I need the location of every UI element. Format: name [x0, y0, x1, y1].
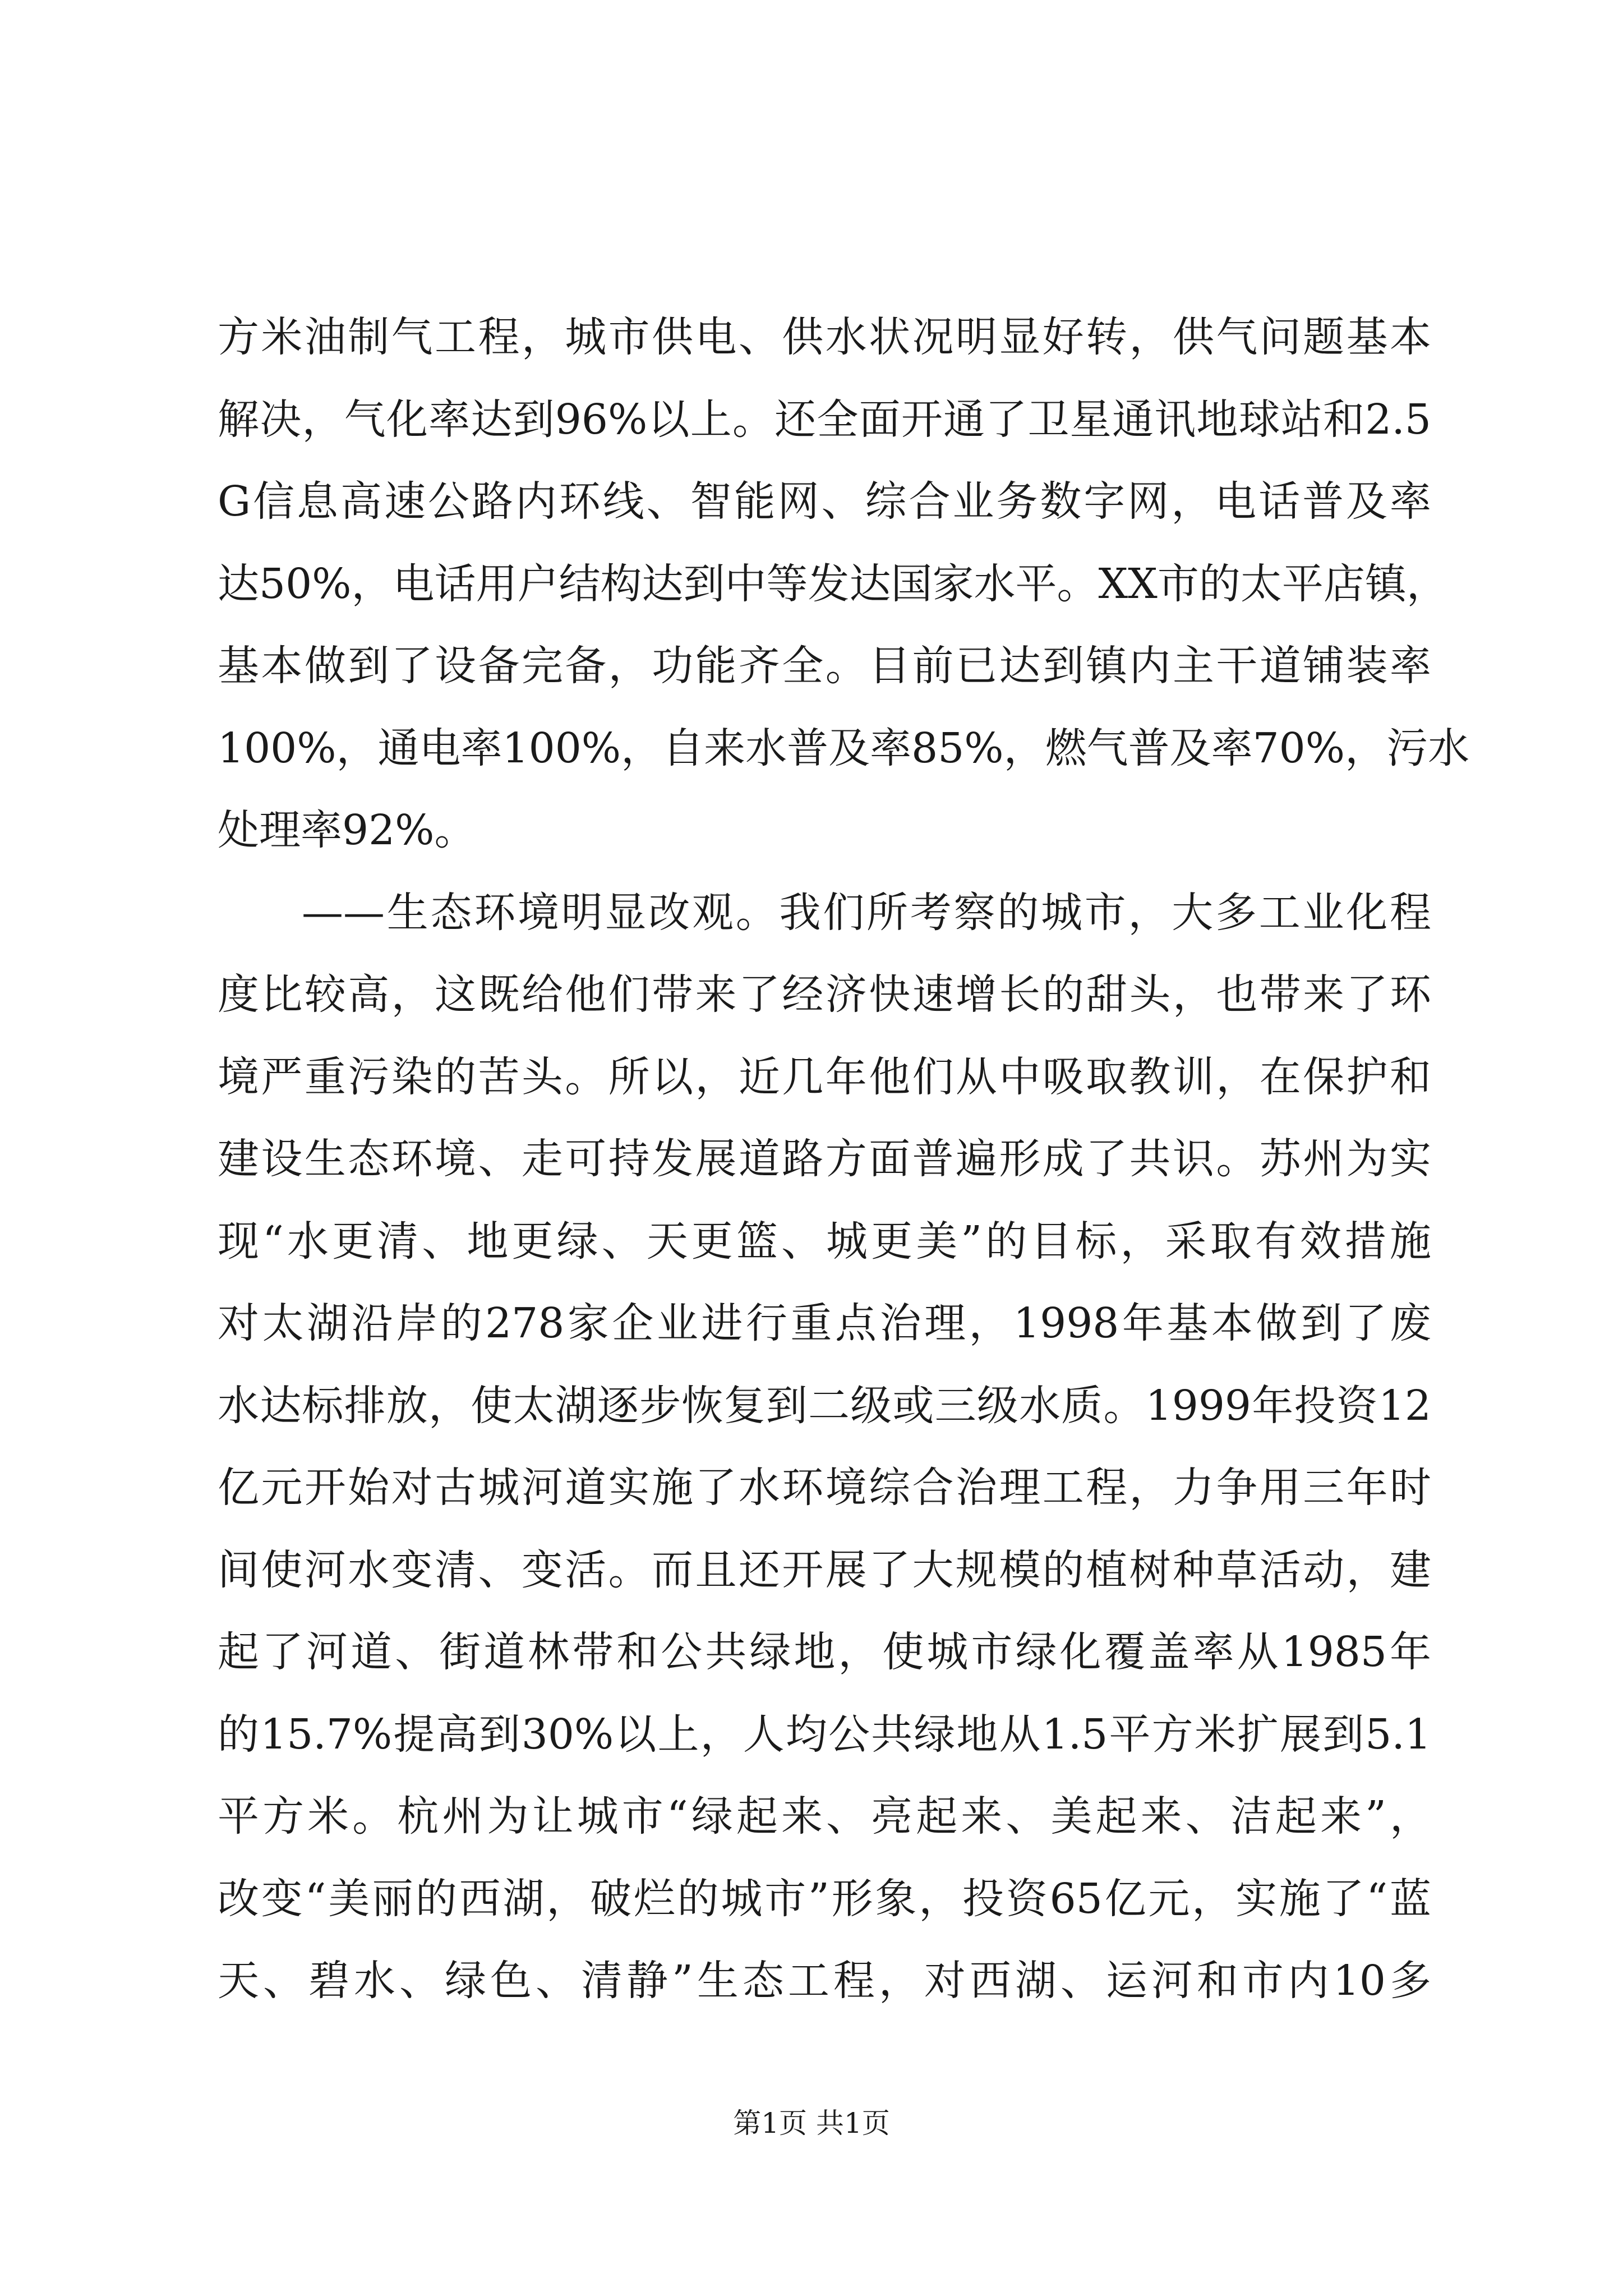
text-line-9: 度比较高，这既给他们带来了经济快速增长的甜头，也带来了环 [218, 970, 1431, 1019]
page-footer: 第1页 共1页 [733, 2107, 890, 2139]
text-line-15: 亿元开始对古城河道实施了水环境综合治理工程，力争用三年时 [218, 1464, 1431, 1512]
text-line-5: 基本做到了设备完备，功能齐全。目前已达到镇内主干道铺装率 [218, 642, 1431, 690]
text-line-1: 方米油制气工程，城市供电、供水状况明显好转，供气问题基本 [218, 313, 1431, 361]
text-line-19: 平方米。杭州为让城市“绿起来、亮起来、美起来、洁起来”， [218, 1792, 1431, 1841]
body-text [218, 296, 1470, 2022]
text-line-2: 解决，气化率达到96%以上。还全面开通了卫星通讯地球站和2.5 [218, 395, 1431, 444]
text-line-12: 现“水更清、地更绿、天更篮、城更美”的目标，采取有效措施 [218, 1217, 1431, 1266]
text-line-18: 的15.7%提高到30%以上，人均公共绿地从1.5平方米扩展到5.1 [218, 1710, 1431, 1759]
text-line-13: 对太湖沿岸的278家企业进行重点治理，1998年基本做到了废 [218, 1299, 1431, 1347]
text-line-11: 建设生态环境、走可持发展道路方面普遍形成了共识。苏州为实 [218, 1135, 1431, 1183]
text-line-20: 改变“美丽的西湖，破烂的城市”形象，投资65亿元，实施了“蓝 [218, 1874, 1431, 1923]
text-line-8: ——生态环境明显改观。我们所考察的城市，大多工业化程 [302, 888, 1431, 937]
text-line-4: 达50%，电话用户结构达到中等发达国家水平。XX市的太平店镇， [218, 559, 1448, 608]
text-line-14: 水达标排放，使太湖逐步恢复到二级或三级水质。1999年投资12 [218, 1381, 1431, 1430]
text-line-6: 100%，通电率100%，自来水普及率85%，燃气普及率70%，污水 [218, 724, 1470, 772]
text-line-3: G信息高速公路内环线、智能网、综合业务数字网，电话普及率 [218, 477, 1431, 526]
text-line-10: 境严重污染的苦头。所以，近几年他们从中吸取教训，在保护和 [218, 1052, 1431, 1101]
text-line-16: 间使河水变清、变活。而且还开展了大规模的植树种草活动，建 [218, 1545, 1431, 1594]
text-line-17: 起了河道、街道林带和公共绿地，使城市绿化覆盖率从1985年 [218, 1628, 1431, 1676]
text-line-21: 天、碧水、绿色、清静”生态工程，对西湖、运河和市内10多 [218, 1957, 1431, 2005]
text-line-7: 处理率92%。 [218, 806, 476, 854]
